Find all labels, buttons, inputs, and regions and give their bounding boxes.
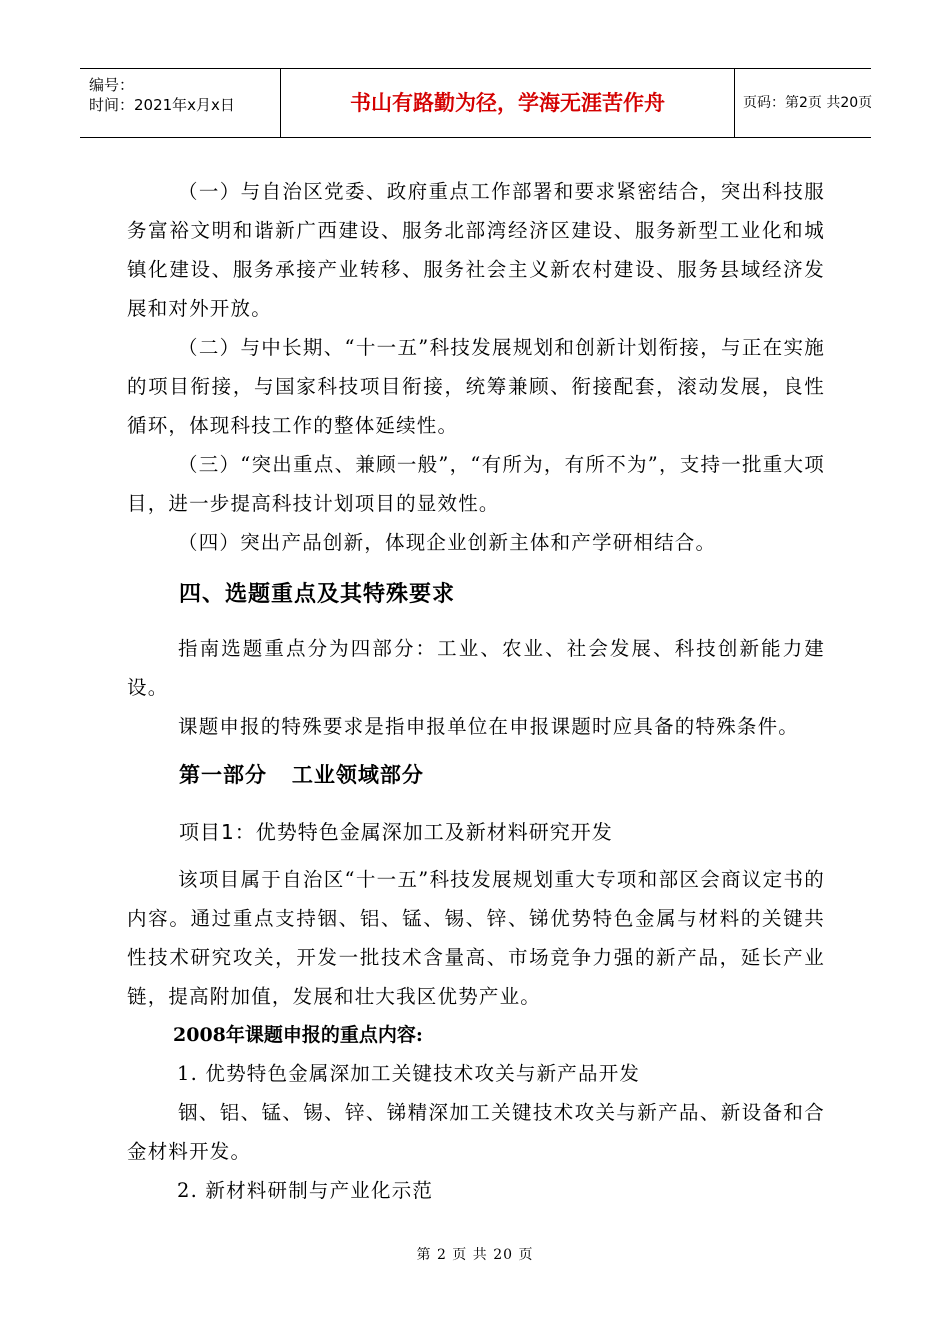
- header-page-info: 页码：第2页 共20页: [743, 95, 873, 111]
- document-body: [127, 172, 825, 1210]
- header-meta: [80, 69, 280, 137]
- document-header: [80, 68, 871, 138]
- section4-paragraph-1: 指南选题重点分为四部分：工业、农业、社会发展、科技创新能力建设。: [127, 637, 825, 699]
- paragraph-principle-3: （三）“突出重点、兼顾一般”，“有所为，有所不为”，支持一批重大项目，进一步提高科技计划项目的显效性。: [127, 453, 825, 515]
- paragraph-principle-4: （四）突出产品创新，体现企业创新主体和产学研相结合。: [178, 531, 717, 554]
- list-item-2-title: 2. 新材料研制与产业化示范: [177, 1179, 434, 1202]
- key-content-heading: 2008年课题申报的重点内容:: [173, 1024, 423, 1046]
- project-title: 项目1：优势特色金属深加工及新材料研究开发: [179, 820, 613, 844]
- header-motto: 书山有路勤为径，学海无涯苦作舟: [280, 69, 735, 137]
- section-heading-4: 四、选题重点及其特殊要求: [179, 582, 456, 607]
- paragraph-principle-2: （二）与中长期、“十一五”科技发展规划和创新计划衔接，与正在实施的项目衔接，与国家科技项目衔接，统筹兼顾、衔接配套，滚动发展，良性循环，体现科技工作的整体延续性。: [127, 336, 825, 437]
- part-heading: 第一部分 工业领域部分: [179, 763, 424, 787]
- list-item-1-title: 1. 优势特色金属深加工关键技术攻关与新产品开发: [177, 1062, 641, 1085]
- project-intro: 该项目属于自治区“十一五”科技发展规划重大专项和部区会商议定书的内容。通过重点支持铟、铝、锰、锡、锌、锑优势特色金属与材料的关键共性技术研究攻关，开发一批技术含量高、市场竞争力强的新产品，延长产业链，提高附加值，发展和壮大我区优势产业。: [127, 868, 825, 1008]
- list-item-1-text: 铟、铝、锰、锡、锌、锑精深加工关键技术攻关与新产品、新设备和合金材料开发。: [127, 1101, 825, 1163]
- page-footer: 第 2 页 共 20 页: [416, 1247, 534, 1263]
- document-time-label: 时间：2021年x月x日: [89, 96, 235, 114]
- paragraph-principle-1: （一）与自治区党委、政府重点工作部署和要求紧密结合，突出科技服务富裕文明和谐新广西建设、服务北部湾经济区建设、服务新型工业化和城镇化建设、服务承接产业转移、服务社会主义新农村建设、服务县域经济发展和对外开放。: [127, 180, 825, 320]
- document-number-label: 编号：: [89, 76, 135, 94]
- section4-paragraph-2: 课题申报的特殊要求是指申报单位在申报课题时应具备的特殊条件。: [178, 715, 800, 738]
